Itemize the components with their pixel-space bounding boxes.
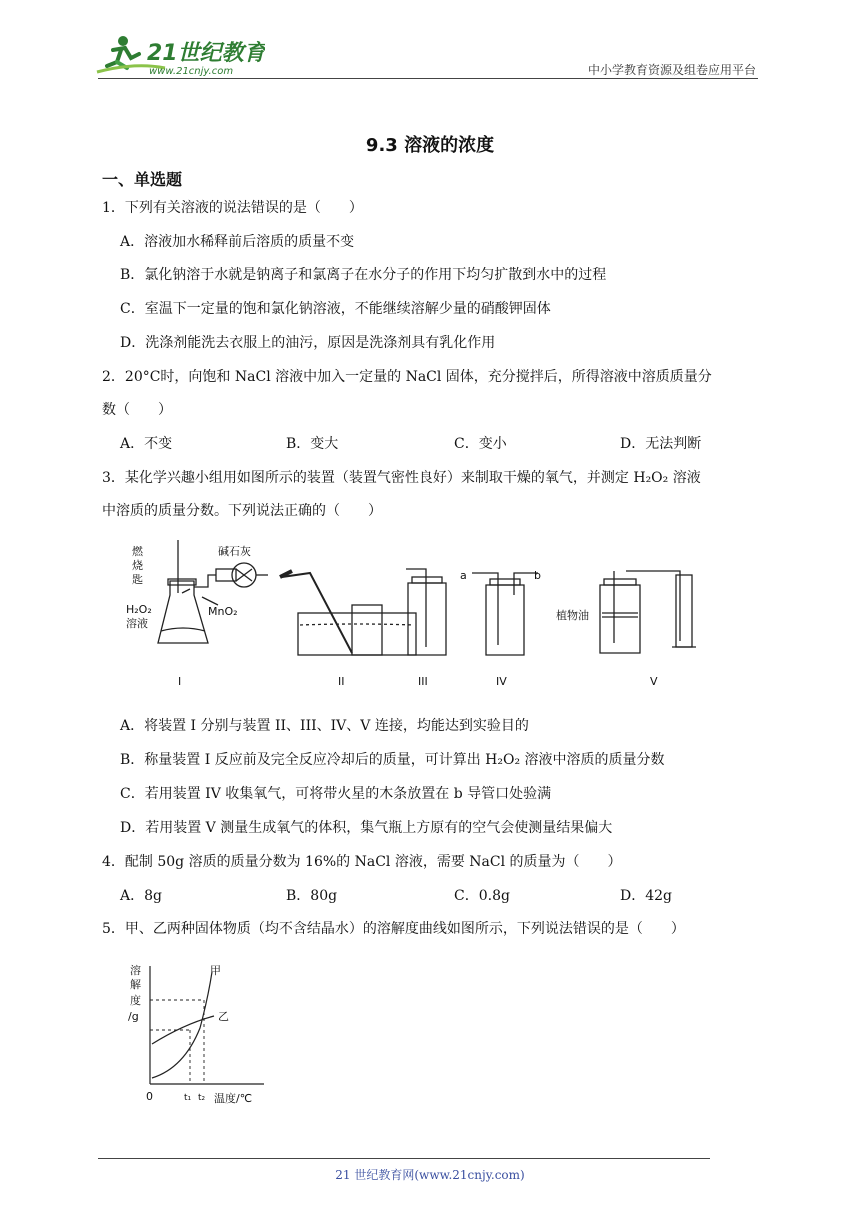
footer-text: 21 世纪教育网(www.21cnjy.com)	[335, 1168, 525, 1182]
logo-url: www.21cnjy.com	[149, 66, 234, 77]
label-jia: 甲	[210, 964, 221, 977]
label-soda-lime: 碱石灰	[218, 545, 251, 558]
question-3-line-2: 中溶质的质量分数。下列说法正确的（ ）	[102, 503, 382, 519]
numeral-1: I	[178, 675, 182, 688]
device-2	[280, 571, 416, 655]
device-4	[472, 573, 538, 655]
logo-text: 21世纪教育	[147, 41, 265, 66]
q2-option-a: A．不变	[120, 436, 173, 452]
device-5	[600, 571, 696, 653]
label-solution: 溶液	[126, 617, 148, 630]
label-burn-3: 匙	[132, 573, 143, 586]
question-3-line-1: 3．某化学兴趣小组用如图所示的装置（装置气密性良好）来制取干燥的氧气，并测定 H₂O₂ 溶液	[102, 470, 701, 486]
question-2-line-1: 2．20°C时，向饱和 NaCl 溶液中加入一定量的 NaCl 固体，充分搅拌后，所得溶液中溶质质量分	[102, 369, 712, 385]
label-b: b	[534, 569, 541, 582]
label-burn-2: 烧	[132, 559, 143, 572]
label-mno2: MnO₂	[208, 605, 238, 618]
numeral-2: II	[338, 675, 345, 688]
section-heading: 一、单选题	[102, 170, 183, 189]
ylabel-2: 解	[130, 978, 141, 991]
question-1: 1．下列有关溶液的说法错误的是（ ）	[102, 200, 363, 216]
numeral-4: IV	[496, 675, 507, 688]
q2-option-c: C．变小	[454, 436, 507, 452]
question-2-line-2: 数（ ）	[102, 402, 172, 418]
solubility-chart	[124, 958, 274, 1108]
question-4: 4．配制 50g 溶质的质量分数为 16%的 NaCl 溶液，需要 NaCl 的质量为（ ）	[102, 854, 622, 870]
curve-jia	[152, 972, 212, 1078]
q4-option-d: D．42g	[620, 888, 673, 904]
q3-option-b: B．称量装置 I 反应前及完全反应冷却后的质量，可计算出 H₂O₂ 溶液中溶质的质量分数	[120, 752, 665, 768]
origin-label: 0	[146, 1090, 153, 1103]
ylabel-3: 度	[130, 994, 141, 1007]
tick-t1: t₁	[184, 1093, 192, 1103]
q1-option-c: C．室温下一定量的饱和氯化钠溶液，不能继续溶解少量的硝酸钾固体	[120, 301, 551, 317]
ylabel-4: /g	[128, 1010, 139, 1023]
numeral-5: V	[650, 675, 658, 688]
numeral-3: III	[418, 675, 428, 688]
device-3	[406, 569, 446, 655]
q4-option-c: C．0.8g	[454, 888, 510, 904]
ylabel-1: 溶	[130, 964, 141, 977]
tick-t2: t₂	[198, 1093, 206, 1103]
q2-option-d: D．无法判断	[620, 436, 702, 452]
q1-option-a: A．溶液加水稀释前后溶质的质量不变	[120, 234, 355, 250]
logo	[95, 32, 265, 78]
apparatus-figure	[120, 535, 720, 695]
q3-option-a: A．将装置 I 分别与装置 II、III、IV、V 连接，均能达到实验目的	[120, 718, 529, 734]
label-yi: 乙	[218, 1010, 229, 1023]
q1-option-b: B．氯化钠溶于水就是钠离子和氯离子在水分子的作用下均匀扩散到水中的过程	[120, 267, 607, 283]
label-oil: 植物油	[556, 609, 589, 622]
device-1	[158, 540, 268, 643]
xlabel: 温度/℃	[214, 1092, 253, 1105]
label-burn-1: 燃	[132, 545, 143, 558]
q4-option-a: A．8g	[120, 888, 162, 904]
page-title: 9.3 溶液的浓度	[365, 135, 495, 156]
footer-divider	[98, 1158, 710, 1159]
q3-option-c: C．若用装置 IV 收集氧气，可将带火星的木条放置在 b 导管口处验满	[120, 786, 552, 802]
platform-name: 中小学教育资源及组卷应用平台	[587, 63, 756, 77]
q1-option-d: D．洗涤剂能洗去衣服上的油污，原因是洗涤剂具有乳化作用	[120, 335, 496, 351]
q3-option-d: D．若用装置 V 测量生成氧气的体积，集气瓶上方原有的空气会使测量结果偏大	[120, 820, 613, 836]
label-h2o2: H₂O₂	[126, 603, 152, 616]
header-divider	[98, 78, 758, 79]
q4-option-b: B．80g	[286, 888, 338, 904]
label-a: a	[460, 569, 467, 582]
q2-option-b: B．变大	[286, 436, 339, 452]
question-5: 5．甲、乙两种固体物质（均不含结晶水）的溶解度曲线如图所示，下列说法错误的是（ ）	[102, 921, 685, 937]
